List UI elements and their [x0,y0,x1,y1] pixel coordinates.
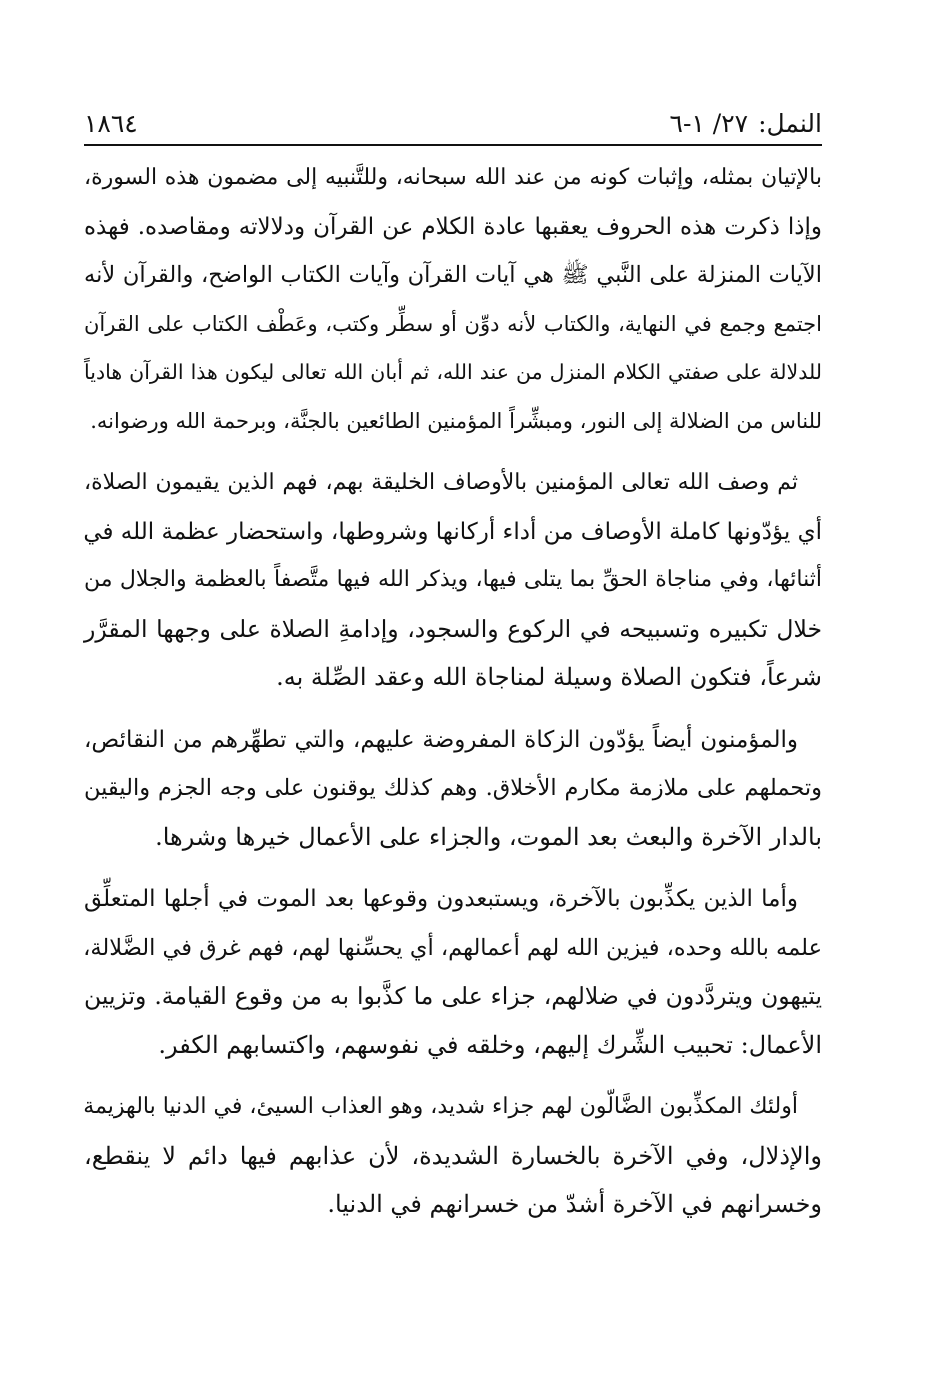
paragraph-zakat [84,716,822,862]
text-line: للدلالة على صفتي الكلام المنزل من عند الله، ثم أبان الله تعالى ليكون هذا القرآن هادياً [84,360,822,384]
book-page [84,108,822,1243]
text-line: أي يؤدّونها كاملة الأوصاف من أداء أركانها وشروطها، واستحضار عظمة الله في [83,518,822,545]
body-text [84,154,822,1229]
page-number: ١٨٦٤ [84,109,138,138]
text-line: الآيات المنزلة على النَّبي ﷺ هي آيات القرآن وآيات الكتاب الواضح، والقرآن لأنه [84,262,822,288]
text-line: شرعاً، فتكون الصلاة وسيلة لمناجاة الله وعقد الصِّلة به. [276,663,822,691]
text-line: ثم وصف الله تعالى المؤمنين بالأوصاف الخليقة بهم، فهم الذين يقيمون الصلاة، [84,470,798,495]
text-line: بالإتيان بمثله، وإثبات كونه من عند الله سبحانه، وللتَّنبيه إلى مضمون هذه السورة، [84,165,822,190]
text-line: بالدار الآخرة والبعث بعد الموت، والجزاء على الأعمال خيرها وشرها. [155,822,822,851]
text-line: للناس من الضلالة إلى النور، ومبشِّراً المؤمنين الطائعين بالجنَّة، وبرحمة الله ورضوانه. [90,408,822,433]
text-line: وخسرانهم في الآخرة أشدّ من خسرانهم في الدنيا. [327,1190,822,1218]
text-line: أولئك المكذِّبون الضَّالّون لهم جزاء شديد، وهو العذاب السيئ، في الدنيا بالهزيمة [83,1094,798,1119]
paragraph-deniers [84,875,822,1069]
text-line: وأما الذين يكذِّبون بالآخرة، ويستبعدون وقوعها بعد الموت في أجلها المتعلِّق [84,886,798,912]
text-line: والمؤمنون أيضاً يؤدّون الزكاة المفروضة عليهم، والتي تطهِّرهم من النقائص، [84,726,798,753]
text-line: وتحملهم على ملازمة مكارم الأخلاق. وهم كذلك يوقنون على وجه الجزم واليقين [84,775,822,801]
text-line: يتيهون ويتردَّدون في ضلالهم، جزاء على ما كذَّبوا به من وقوع القيامة. وتزيين [84,982,822,1010]
text-line: والإذلال، وفي الآخرة بالخسارة الشديدة، لأن عذابهم فيها دائم لا ينقطع، [84,1141,822,1170]
text-line: علمه بالله وحده، فيزين الله لهم أعمالهم، أي يحسِّنها لهم، فهم غرق في الضَّلالة، [83,934,822,961]
chapter-reference [670,108,822,140]
paragraph-punishment [84,1083,822,1229]
verse-range: ٢٧/ ١-٦ [669,109,749,138]
text-line: وإذا ذكرت هذه الحروف يعقبها عادة الكلام عن القرآن ودلالاته ومقاصده. فهذه [84,213,822,240]
text-line: أثنائها، وفي مناجاة الحقِّ بما يتلى فيها، ويذكر الله فيها متَّصفاً بالعظمة والجلال من [84,567,822,592]
paragraph-introduction [84,154,822,445]
text-line: اجتمع وجمع في النهاية، والكتاب لأنه دوِّن أو سطِّر وكتب، وعَطْف الكتاب على القرآن [84,311,822,336]
running-header [84,108,822,146]
text-line: خلال تكبيره وتسبيحه في الركوع والسجود، وإدامةِ الصلاة على وجهها المقرَّر [84,614,822,643]
text-line: الأعمال: تحبيب الشِّرك إليهم، وخلقه في نفوسهم، واكتسابهم الكفر. [158,1030,822,1059]
paragraph-prayer [84,459,822,702]
surah-name: النمل: [758,109,822,138]
